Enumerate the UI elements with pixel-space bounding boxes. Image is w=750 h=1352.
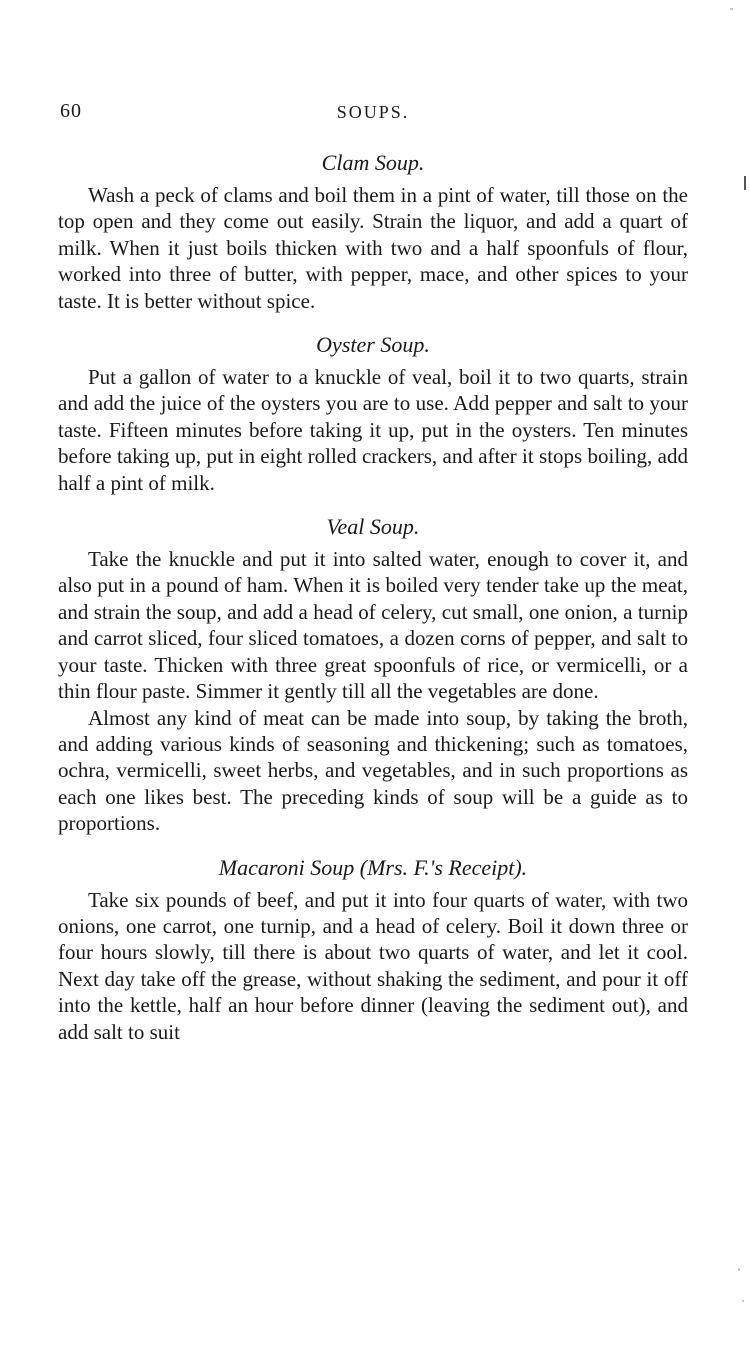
paragraph: Take six pounds of beef, and put it into four quarts of water, with two onions, one carrot, one turnip, and a head of celery. Boil it down three or four hours slowly, till there is about two quarts of water, and let it cool. Next day take off the grease, without shaking the sediment, and pour it off into the kettle, half an hour before dinner (leaving the sediment out), and add salt to suit	[58, 887, 688, 1044]
running-head	[58, 98, 688, 128]
section-title: Macaroni Soup (Mrs. F.'s Receipt).	[218, 854, 528, 880]
section-oyster-soup	[58, 330, 688, 496]
paragraph: Take the knuckle and put it into salted water, enough to cover it, and also put in a pound of ham. When it is boiled very tender take up the meat, and strain the soup, and add a head of celery, cut small, one onion, a turnip and carrot sliced, four sliced tomatoes, a dozen corns of pepper, and salt to your taste. Thicken with three great spoonfuls of rice, or vermicelli, or a thin flour paste. Simmer it gently till all the vegetables are done.	[58, 547, 688, 704]
scan-speck	[738, 1268, 740, 1271]
section-macaroni-soup	[58, 853, 688, 1045]
section-title: Oyster Soup.	[316, 332, 430, 358]
section-clam-soup	[58, 148, 688, 314]
section-title: Clam Soup.	[321, 150, 425, 175]
paragraph: Wash a peck of clams and boil them in a pint of water, till those on the top open and they come out easily. Strain the liquor, and add a quart of milk. When it just boils thicken with two and a half spoonfuls of flour, worked into three of butter, with pepper, mace, and other spices to your taste. It is better without spice.	[58, 183, 688, 313]
page-body	[58, 98, 688, 1045]
section-title: Veal Soup.	[326, 514, 420, 540]
scan-speck	[730, 8, 733, 10]
page-number: 60	[60, 100, 82, 122]
scan-speck	[744, 176, 746, 190]
paragraph: Put a gallon of water to a knuckle of veal, boil it to two quarts, strain and add the juice of the oysters you are to use. Add pepper and salt to your taste. Fifteen minutes before taking it up, put in the oysters. Ten minutes before taking up, put in eight rolled crackers, and after it stops boiling, add half a pint of milk.	[58, 365, 688, 495]
scan-speck	[742, 1300, 744, 1302]
section-veal-soup	[58, 512, 688, 836]
running-title: SOUPS.	[336, 102, 410, 122]
paragraph: Almost any kind of meat can be made into soup, by taking the broth, and adding various kinds of seasoning and thickening; such as tomatoes, ochra, vermicelli, sweet herbs, and vegetables, and in such proportions as each one likes best. The preceding kinds of soup will be a guide as to proportions.	[58, 705, 688, 836]
